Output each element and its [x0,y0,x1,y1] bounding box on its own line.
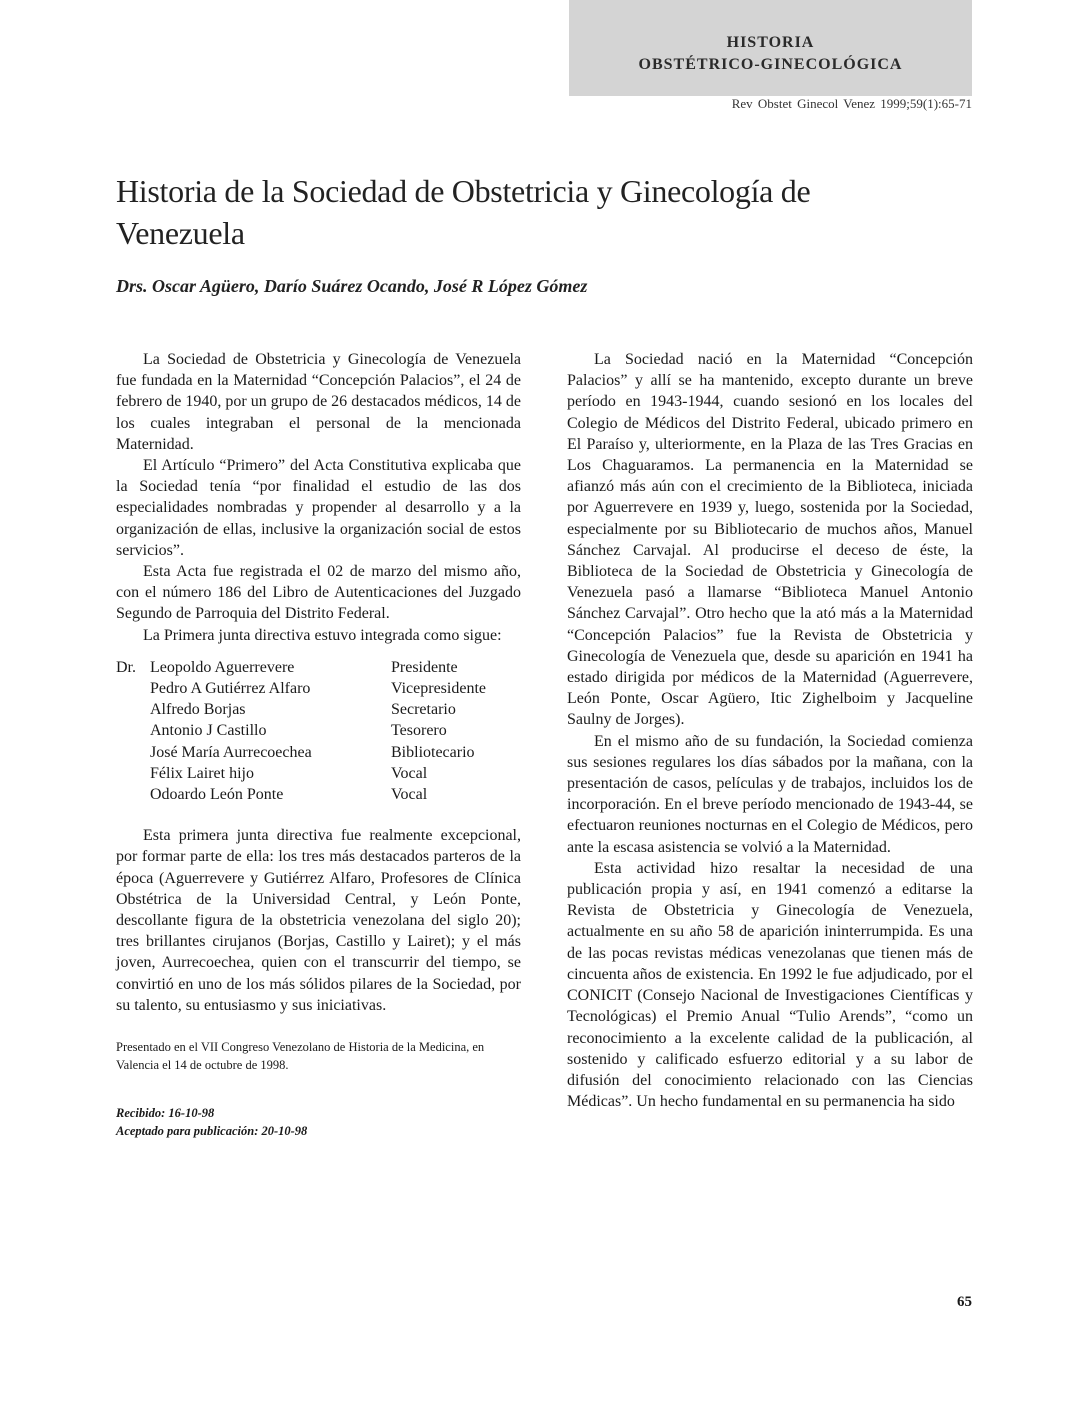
section-banner [569,0,972,96]
board-member-role: Presidente [391,658,458,676]
received-date: Recibido: 16-10-98 [116,1105,215,1120]
paragraph: Esta Acta fue registrada el 02 de marzo del mismo año, con el número 186 del Libro de Autenticaciones del Juzgado Segundo de Parroquia del Distrito Federal. [116,563,521,623]
accepted-date: Aceptado para publicación: 20-10-98 [116,1123,308,1138]
board-member-name: José María Aurrecoechea [150,743,312,761]
board-member-name: Leopoldo Aguerrevere [150,658,295,676]
presentation-footnote: Presentado en el VII Congreso Venezolano de Historia de la Medicina, en Valencia el 14 de octubre de 1998. [116,1039,485,1072]
paragraph: En el mismo año de su fundación, la Sociedad comienza sus sesiones regulares los días sábados por la mañana, con la presentación de casos, películas y de trabajos, incluidos los de incorporación. En el breve período mencionado de 1943-44, se efectuaron reuniones nocturnas en el Colegio de Médicos, pero ante la escasa asistencia se volvió a la Maternidad. [567,732,973,856]
received-dates [116,1104,521,1140]
board-row [116,657,521,678]
section-title-line1: HISTORIA [726,34,815,51]
board-row [116,699,521,720]
board-member-name: Antonio J Castillo [150,722,267,740]
board-member-role: Secretario [391,701,456,719]
board-member-name: Félix Lairet hijo [150,764,254,782]
board-row [116,784,521,805]
board-member-name: Alfredo Borjas [150,701,246,719]
board-member-role: Tesorero [391,722,447,740]
journal-citation: Rev Obstet Ginecol Venez 1999;59(1):65-71 [731,96,972,111]
page-number: 65 [957,1294,972,1310]
article-title: Historia de la Sociedad de Obstetricia y Ginecología de Venezuela [116,173,811,251]
paragraph: Esta primera junta directiva fue realmente excepcional, por formar parte de ella: los tres más destacados parteros de la época (Aguerrevere y Gutiérrez Alfaro, Profesores de Clínica Obstétrica de la Universidad Central, y León Ponte, descollante figura de la obstetricia venezolana del siglo 20); tres brillantes cirujanos (Borjas, Castillo y Lairet); y el más joven, Aurrecoechea, quien con el transcurrir del tiempo, se convirtió en uno de los más sólidos pilares de la Sociedad, por su talento, su entusiasmo y sus iniciativas. [116,827,521,1014]
right-column [567,349,973,1112]
paragraph: El Artículo “Primero” del Acta Constitutiva explicaba que la Sociedad tenía “por finalidad el estudio de las dos especialidades nombradas y propender al desarrollo y a la organización de ellas, inclusive la organización social de estos servicios”. [116,457,521,559]
board-member-role: Vocal [391,764,428,782]
board-list [116,657,521,805]
paragraph: La Sociedad de Obstetricia y Ginecología de Venezuela fue fundada en la Maternidad “Concepción Palacios”, el 24 de febrero de 1940, por un grupo de 26 destacados médicos, 14 de los cuales integraban el personal de la mencionada Maternidad. [116,351,521,453]
board-member-name: Pedro A Gutiérrez Alfaro [150,680,311,698]
board-row [116,763,521,784]
board-row [116,678,521,699]
article-authors: Drs. Oscar Agüero, Darío Suárez Ocando, José R López Gómez [116,276,588,296]
board-row [116,742,521,763]
paragraph: La Primera junta directiva estuvo integrada como sigue: [143,626,502,644]
paragraph: Esta actividad hizo resaltar la necesidad de una publicación propia y así, en 1941 comenzó a editarse la Revista de Obstetricia y Ginecología de Venezuela, actualmente en su año 58 de aparición ininterrumpida. Es una de las pocas revistas médicas venezolanas que tienen más de cincuenta años de existencia. En 1992 le fue adjudicado, por el CONICIT (Consejo Nacional de Investigaciones Científicas y Tecnológicas) el Premio Anual “Tulio Arends”, “como un reconocimiento a la excelente calidad de la publicación, al sostenido y calificado esfuerzo editorial y a su labor de difusión del conocimiento relacionado con las Ciencias Médicas”. Un hecho fundamental en su permanencia ha sido [567,859,973,1111]
board-member-role: Vicepresidente [391,680,486,698]
section-title-line2: OBSTÉTRICO-GINECOLÓGICA [638,56,903,73]
board-member-role: Bibliotecario [391,743,475,761]
board-member-name: Odoardo León Ponte [150,785,284,803]
paragraph: La Sociedad nació en la Maternidad “Concepción Palacios” y allí se ha mantenido, excepto durante un breve período en 1943-1944, cuando sesionó en los locales del Colegio de Médicos del Distrito Federal, ubicado primero en El Paraíso y, ulteriormente, en la Plaza de las Tres Gracias en Los Chaguaramos. La permanencia en la Maternidad se afianzó más aún con el crecimiento de la Biblioteca, iniciada por Aguerrevere en 1939 y, luego, sostenida por la Sociedad, especialmente por su Bibliotecario de muchos años, Manuel Sánchez Carvajal. Al producirse el deceso de éste, la Biblioteca de la Sociedad de Obstetricia y Ginecología de Venezuela pasó a llamarse “Biblioteca Manuel Antonio Sánchez Carvajal”. Otro hecho que la ató más a la Maternidad “Concepción Palacios” fue la Revista de Obstetricia y Ginecología de Venezuela que, desde su aparición en 1941 ha estado dirigida por médicos de la Maternidad (Aguerrevere, León Ponte, Oscar Agüero, Itic Zighelboim y Jacqueline Saulny de Jorges). [567,351,973,729]
board-member-role: Vocal [391,785,428,803]
left-column [116,349,521,1140]
board-row [116,720,521,741]
board-prefix: Dr. [116,658,136,676]
